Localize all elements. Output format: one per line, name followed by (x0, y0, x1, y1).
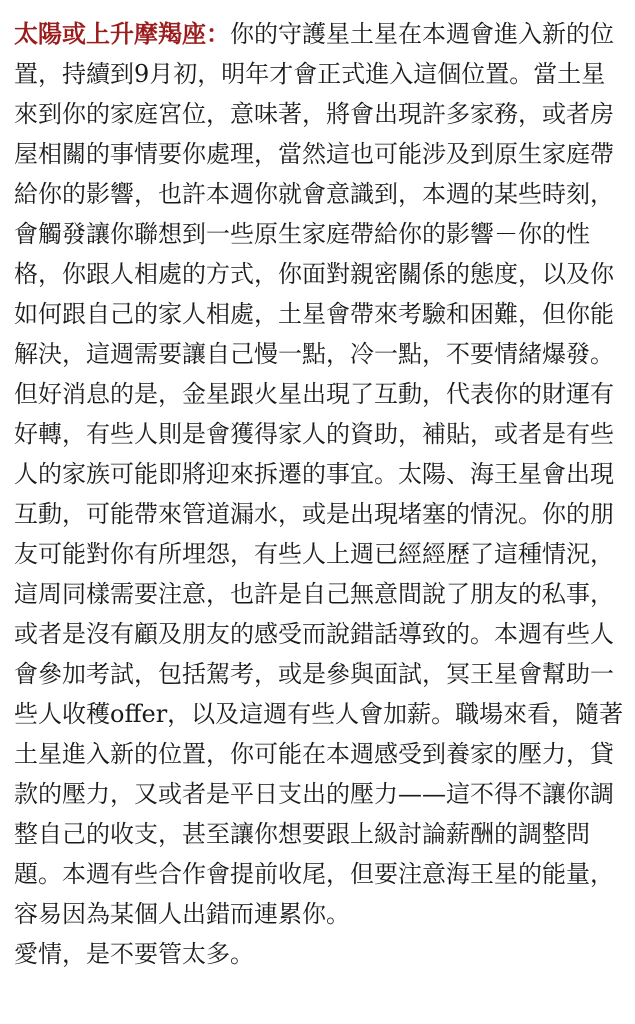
paragraph-body: 你的守護星土星在本週會進入新的位置，持續到9月初，明年才會正式進入這個位置。當土星來到你的家庭宮位，意味著，將會出現許多家務，或者房屋相關的事情要你處理，當然這也可能涉及到原生家庭帶給你的影響，也許本週你就會意識到，本週的某些時刻，會觸發讓你聯想到一些原生家庭帶給你的影響－你的性格，你跟人相處的方式，你面對親密關係的態度，以及你如何跟自己的家人相處，土星會帶來考驗和困難，但你能解決，這週需要讓自己慢一點，冷一點，不要情緒爆發。但好消息的是，金星跟火星出現了互動，代表你的財運有好轉，有些人則是會獲得家人的資助，補貼，或者是有些人的家族可能即將迎來拆遷的事宜。太陽、海王星會出現互動，可能帶來管道漏水，或是出現堵塞的情況。你的朋友可能對你有所埋怨，有些人上週已經經歷了這種情況，這周同樣需要注意，也許是自己無意間說了朋友的私事，或者是沒有顧及朋友的感受而說錯話導致的。本週有些人會參加考試，包括駕考，或是參與面試，冥王星會幫助一些人收穫offer，以及這週有些人會加薪。職場來看，隨著土星進入新的位置，你可能在本週感受到養家的壓力，貸款的壓力，又或者是平日支出的壓力——這不得不讓你調整自己的收支，甚至讓你想要跟上級討論薪酬的調整問題。本週有些合作會提前收尾，但要注意海王星的能量，容易因為某個人出錯而連累你。 (14, 20, 624, 928)
horoscope-article (14, 14, 626, 974)
sign-heading: 太陽或上升摩羯座： (14, 20, 230, 48)
love-paragraph: 愛情，是不要管太多。 (14, 940, 254, 968)
capricorn-paragraph (14, 14, 626, 934)
